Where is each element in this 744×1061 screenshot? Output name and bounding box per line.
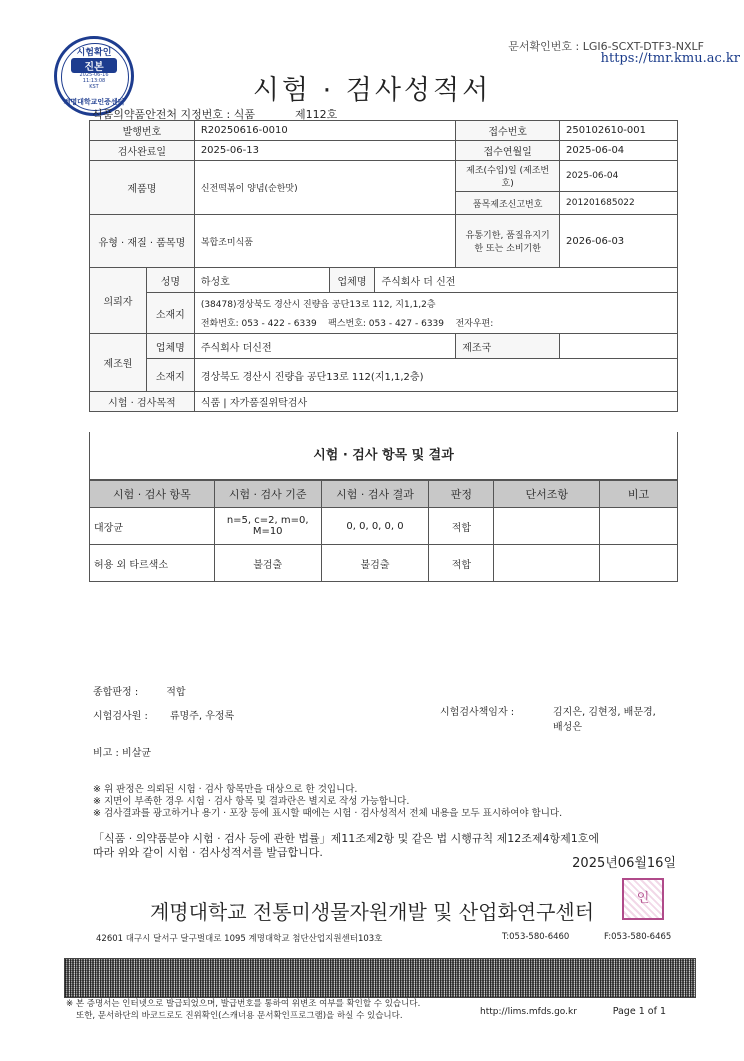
- page-title: 시험 · 검사성적서: [252, 75, 492, 106]
- inspectors: 시험검사원 : 류명주, 우정록: [93, 711, 235, 722]
- organization-address: 42601 대구시 달서구 달구벌대로 1095 계명대학교 첨단산업지원센터103호 T:053-580-6460 F:053-580-6465: [96, 932, 672, 944]
- results-table: 시험 · 검사 항목 시험 · 검사 기준 시험 · 검사 결과 판정 단서조항 비고 대장균 n=5, c=2, m=0, M=10 0, 0, 0, 0, 0 적합 허용 외 타르색소 불검출 불검출 적합: [89, 480, 678, 582]
- document-id: 문서확인번호 : LGI6-SCXT-DTF3-NXLF: [508, 40, 704, 53]
- document-barcode: [64, 958, 696, 998]
- designation-number: 식품의약품안전처 지정번호 : 식품 제112호: [92, 108, 338, 121]
- remark: 비고 : 비살균: [93, 748, 152, 759]
- info-table: 발행번호 R20250616-0010 접수번호 250102610-001 검사완료일 2025-06-13 접수연월일 2025-06-04 제품명 신전떡볶이 양념(순한맛) 제조(수입)일 (제조번호) 2025-06-04 품목제조신고번호 201201685022 유형 · 재질 · 품목명 복합조미식품 유통기한, 품질유지기한 또는 소비기한 2026-06-03 의뢰자 성명 하성호 업체명 주식회사 더 신전 소재지 (38478)경상북도 경산시 진량읍 공단13로 112, 지1,1,2층 전화번호: 053 - 422 - 6339 팩스번호: 053 - 427 - 6339 전자우편: 제조원 업체명 주식회사 더신전 제조국 소재지 경상북도 경산시 진량읍 공단13로 112(지1,1,2층) 시험 · 검사목적 식품 | 자가품질위탁검사: [89, 120, 678, 412]
- footer: ※ 본 증명서는 인터넷으로 발급되었으며, 발급번호를 통하여 위변조 여부를 확인할 수 있습니다. 또한, 문서하단의 바코드로도 진위확인(스캐너용 문서확인프로그램)을 하실 수 있습니다. http://lims.mfds.go.kr Page 1 of 1: [66, 999, 666, 1021]
- overall-judgement: 종합판정 : 적합: [93, 687, 186, 698]
- manager-label: 시험검사책임자 :: [440, 707, 515, 718]
- official-stamp: 인: [622, 878, 664, 920]
- verification-url[interactable]: https://tmr.kmu.ac.kr: [600, 51, 740, 66]
- notes: ※ 위 판정은 의뢰된 시험 · 검사 항목만을 대상으로 한 것입니다. ※ 지면이 부족한 경우 시험 · 검사 항목 및 결과란은 별지로 작성 가능합니다. ※ 검사결과를 광고하거나 용기 · 포장 등에 표시할 때에는 시험 · 검사성적서 전체 내용을 모두 표시하여야 합니다.: [93, 784, 563, 819]
- table-row: 대장균 n=5, c=2, m=0, M=10 0, 0, 0, 0, 0 적합: [90, 508, 678, 545]
- lims-link[interactable]: http://lims.mfds.go.kr: [480, 1007, 577, 1017]
- organization-name: 계명대학교 전통미생물자원개발 및 산업화연구센터: [149, 900, 595, 924]
- page-number: Page 1 of 1: [612, 1006, 666, 1017]
- managers: 김지은, 김현정, 배문경, 배성은: [553, 707, 656, 733]
- issue-number: R20250616-0010: [194, 121, 455, 141]
- verification-seal: 시험확인 진본 2025-06-16 11:13:08 KST 계명대학교인증센터: [54, 36, 134, 116]
- issue-date: 2025년06월16일: [572, 856, 676, 871]
- table-row: 허용 외 타르색소 불검출 불검출 적합: [90, 545, 678, 582]
- law-statement: 「식품 · 의약품분야 시험 · 검사 등에 관한 법률」제11조제2항 및 같은 법 시행규칙 제12조제4항제1호에 따라 위와 같이 시험 · 검사성적서를 발급합니다.: [93, 832, 599, 859]
- results-section-title: 시험 · 검사 항목 및 결과: [89, 432, 678, 480]
